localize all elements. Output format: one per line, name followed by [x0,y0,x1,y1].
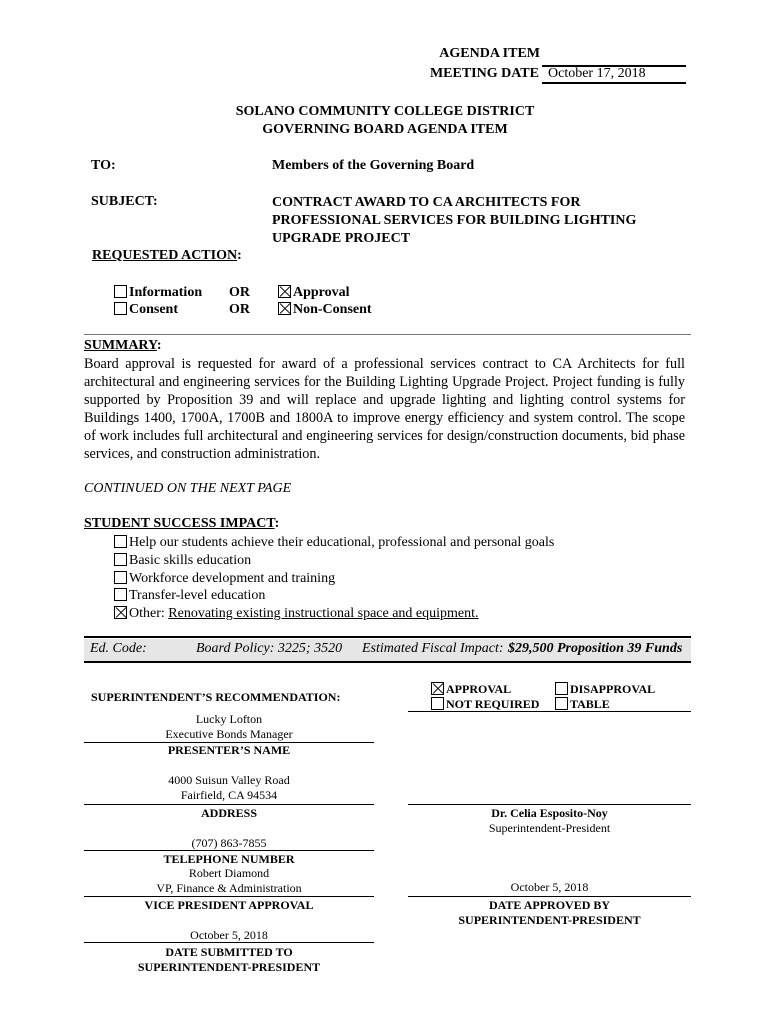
list-item[interactable] [114,570,554,588]
superintendent-name: Dr. Celia Esposito-Noy [491,806,608,820]
date-approved-label [408,898,691,928]
recommendation-rule [408,711,691,712]
goal-checkbox[interactable] [114,535,127,548]
address-line: Fairfield, CA 94534 [180,788,278,802]
disapproval-checkbox[interactable] [555,682,568,695]
subject-label: SUBJECT: [91,194,158,209]
requested-action-label: REQUESTED ACTION [92,248,238,263]
approval-rec-checkbox-checked[interactable] [431,682,444,695]
presenter-block [84,712,374,742]
agenda-item-field[interactable] [542,46,686,67]
section-divider [84,334,691,335]
list-item[interactable] [114,552,554,570]
meeting-date-field[interactable]: October 17, 2018 [542,66,686,84]
or-label: OR [229,285,250,300]
disapproval-option[interactable] [555,682,655,697]
subject-lines [272,194,636,248]
summary-heading [84,338,162,354]
subject-line: PROFESSIONAL SERVICES FOR BUILDING LIGHTING [272,213,637,228]
non-consent-option[interactable] [278,301,372,318]
information-label: Information [129,285,203,300]
address-block [84,773,374,803]
summary-colon: : [156,338,162,353]
to-value: Members of the Governing Board [272,158,475,173]
student-success-colon: : [274,516,280,531]
non-consent-checkbox-checked[interactable] [278,302,291,315]
list-item-label: Help our students achieve their educational, professional and personal goals [129,535,555,550]
other-checkbox-checked[interactable] [114,606,127,619]
continued-note: CONTINUED ON THE NEXT PAGE [84,481,292,496]
date-submitted-rule [84,942,374,943]
list-item-label: Basic skills education [129,552,252,568]
list-item-label: Transfer-level education [129,588,266,604]
address-rule [84,804,374,805]
phone-rule [84,850,374,851]
ed-code: Ed. Code: [90,641,147,656]
fiscal-bar [84,639,691,661]
fiscal-top-rule [84,636,691,638]
fiscal-impact-value: $29,500 Proposition 39 Funds [508,641,683,656]
requested-action-colon: : [237,248,242,263]
phone-label: TELEPHONE NUMBER [163,852,295,866]
address-line: 4000 Suisun Valley Road [168,773,290,787]
agenda-item-label: AGENDA ITEM [439,46,540,61]
list-item-label: Workforce development and training [129,570,336,586]
not-required-label: NOT REQUIRED [446,697,540,711]
fiscal-impact-label: Estimated Fiscal Impact: [362,641,504,656]
approval-label: Approval [293,285,350,300]
date-approved-label-line: SUPERINTENDENT-PRESIDENT [458,913,641,927]
summary-label: SUMMARY [84,338,157,353]
student-success-list [114,534,554,623]
date-submitted-label [84,945,374,975]
other-value: Renovating existing instructional space and equipment. [168,606,479,622]
date-approved-rule [408,896,691,897]
recommendation-options [431,682,539,712]
summary-text: Board approval is requested for award of a professional services contract to CA Architects for full architectural and engineering services for the Building Lighting Upgrade Project. Project funding is fully supported by Proposition 39 and will replace and upgrade lighting and lighting control systems for Buildings 1400, 1700A, 1700B and 1800A to improve energy efficiency and system control. The scope of work includes full architectural and engineering services for design/construction documents, bid phase services, and construction administration. [84,356,685,462]
list-item[interactable] [114,534,554,552]
vp-title: VP, Finance & Administration [156,881,302,895]
consent-checkbox[interactable] [114,302,127,315]
vp-approval-label: VICE PRESIDENT APPROVAL [144,898,314,912]
information-option[interactable] [114,284,202,301]
date-approved-label-line: DATE APPROVED BY [488,898,611,912]
board-policy: Board Policy: 3225; 3520 [196,641,343,656]
document-title: GOVERNING BOARD AGENDA ITEM [262,122,508,137]
superintendent-block [408,806,691,836]
superintendent-recommendation-label: SUPERINTENDENT’S RECOMMENDATION: [91,690,341,704]
table-checkbox[interactable] [555,697,568,710]
disapproval-label: DISAPPROVAL [570,682,656,696]
or-label: OR [229,302,250,317]
presenter-label: PRESENTER’S NAME [167,743,291,757]
superintendent-signature-rule [408,804,691,805]
superintendent-title: Superintendent-President [488,821,611,835]
non-consent-label: Non-Consent [293,302,372,317]
date-submitted: October 5, 2018 [190,928,268,942]
not-required-checkbox[interactable] [431,697,444,710]
goal-checkbox[interactable] [114,588,127,601]
information-checkbox[interactable] [114,285,127,298]
approval-option[interactable] [278,284,350,301]
subject-line: UPGRADE PROJECT [272,231,411,246]
fiscal-bottom-rule [84,661,691,663]
goal-checkbox[interactable] [114,571,127,584]
approval-checkbox-checked[interactable] [278,285,291,298]
requested-action-heading [92,248,242,264]
consent-label: Consent [129,302,179,317]
approval-rec-option[interactable] [431,682,539,697]
table-option[interactable] [555,697,655,712]
meeting-date-label: MEETING DATE [429,66,539,81]
recommendation-options-right [555,682,655,712]
date-submitted-label-line: SUPERINTENDENT-PRESIDENT [137,960,321,974]
other-label: Other: [129,606,169,622]
vp-block [84,866,374,896]
table-label: TABLE [570,697,610,711]
student-success-heading [84,516,279,532]
date-approved: October 5, 2018 [510,880,589,894]
address-label: ADDRESS [200,806,257,820]
subject-line: CONTRACT AWARD TO CA ARCHITECTS FOR [272,195,581,210]
goal-checkbox[interactable] [114,553,127,566]
student-success-label: STUDENT SUCCESS IMPACT [84,516,275,531]
presenter-name: Lucky Lofton [195,712,263,726]
list-item[interactable] [114,587,554,605]
district-name: SOLANO COMMUNITY COLLEGE DISTRICT [235,104,535,119]
to-label: TO: [91,158,116,173]
vp-name: Robert Diamond [188,866,270,880]
presenter-title: Executive Bonds Manager [165,727,293,741]
list-item-other[interactable] [114,605,554,623]
not-required-option[interactable] [431,697,539,712]
date-submitted-label-line: DATE SUBMITTED TO [165,945,293,959]
vp-rule [84,896,374,897]
phone-number: (707) 863-7855 [191,836,267,850]
approval-rec-label: APPROVAL [446,682,512,696]
consent-option[interactable] [114,301,178,318]
